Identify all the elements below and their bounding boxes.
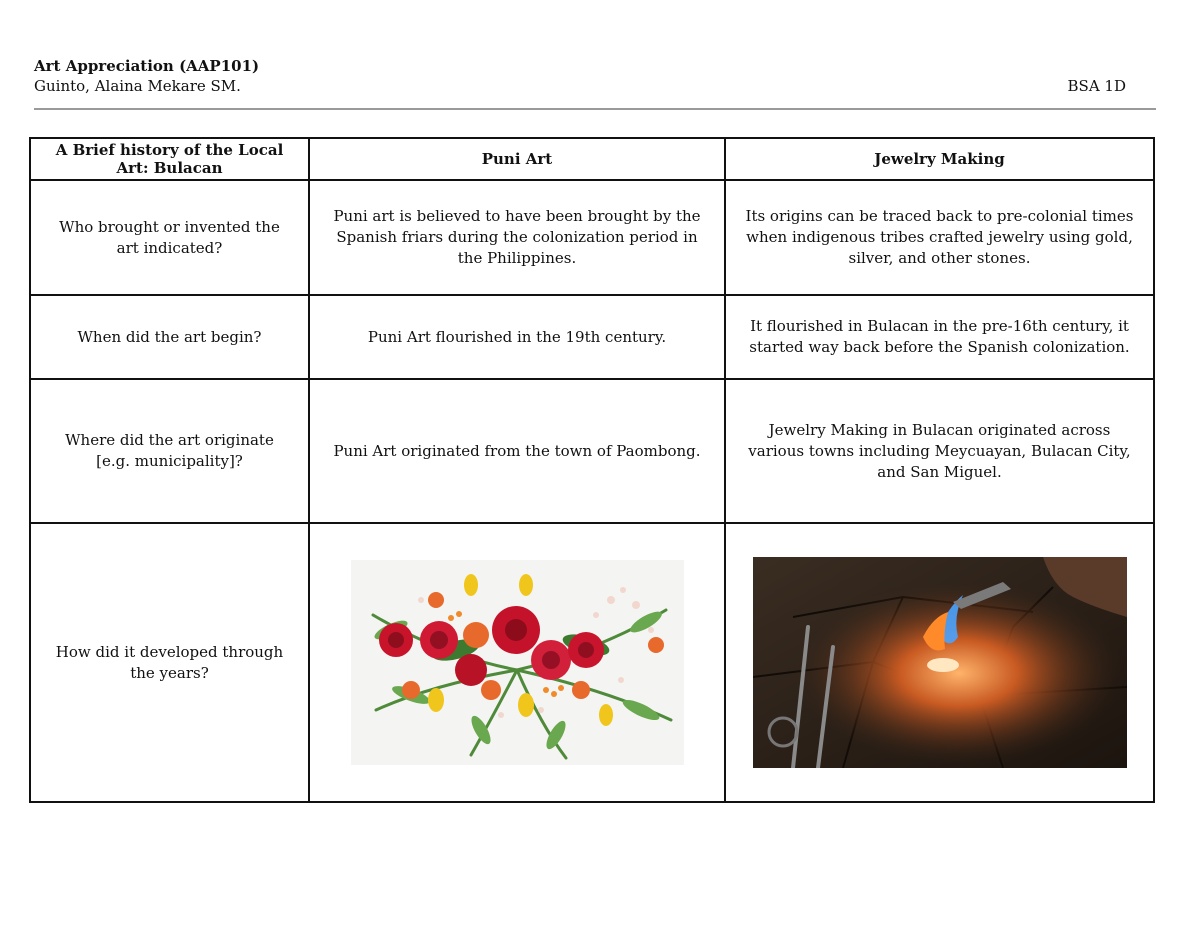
question-cell: Who brought or invented the art indicated?	[30, 180, 309, 295]
jewelry-answer-cell: It flourished in Bulacan in the pre-16th century, it started way back before the Spanish colonization.	[725, 295, 1154, 379]
section-label: BSA 1D	[1067, 77, 1126, 95]
header-jewelry-making: Jewelry Making	[725, 138, 1154, 180]
student-line	[34, 76, 1128, 96]
puni-answer-cell: Puni art is believed to have been brought by the Spanish friars during the colonization period in the Philippines.	[309, 180, 725, 295]
jewelry-answer-cell: Jewelry Making in Bulacan originated across various towns including Meycuayan, Bulacan City, and San Miguel.	[725, 379, 1154, 523]
course-title: Art Appreciation (AAP101)	[34, 57, 260, 75]
puni-answer-cell: Puni Art flourished in the 19th century.	[309, 295, 725, 379]
table-row	[30, 180, 1154, 295]
student-name: Guinto, Alaina Mekare SM.	[34, 77, 241, 95]
torch-soldering-photo	[753, 557, 1127, 768]
flower-arrangement-photo	[351, 560, 684, 765]
art-history-table	[29, 137, 1155, 803]
table-header-row	[30, 138, 1154, 180]
table-row	[30, 295, 1154, 379]
header-topic: A Brief history of the Local Art: Bulacan	[30, 138, 309, 180]
jewelry-answer-cell: Its origins can be traced back to pre-colonial times when indigenous tribes crafted jewelry using gold, silver, and other stones.	[725, 180, 1154, 295]
table-row	[30, 379, 1154, 523]
table-row	[30, 523, 1154, 802]
puni-answer-cell: Puni Art originated from the town of Paombong.	[309, 379, 725, 523]
question-cell: How did it developed through the years?	[30, 523, 309, 802]
document-header	[34, 56, 1128, 96]
header-puni-art: Puni Art	[309, 138, 725, 180]
puni-image-cell	[309, 523, 725, 802]
jewelry-image-cell	[725, 523, 1154, 802]
question-cell: When did the art begin?	[30, 295, 309, 379]
question-cell: Where did the art originate [e.g. municipality]?	[30, 379, 309, 523]
header-divider	[34, 108, 1156, 110]
